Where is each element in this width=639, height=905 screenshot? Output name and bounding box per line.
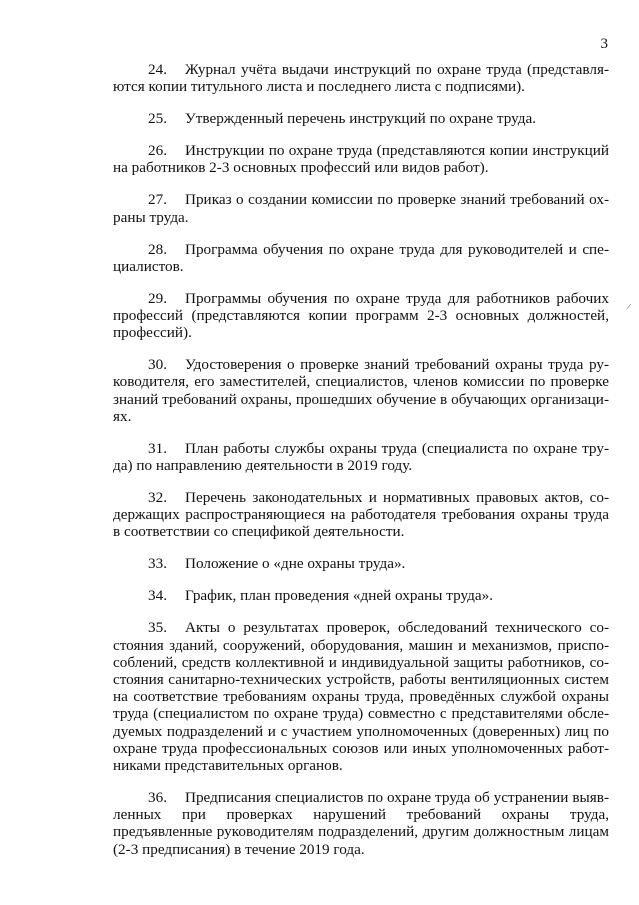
item-number: 31.	[148, 439, 167, 457]
item-number: 24.	[148, 61, 167, 78]
scan-edge-mark: /	[625, 301, 632, 314]
list-item	[113, 440, 609, 474]
list-item	[113, 142, 609, 176]
list-item	[113, 489, 609, 541]
item-text: Программы обучения по охране труда для работников рабочих профессий (представляются копии программ 2-3 основных должностей, профессий).	[113, 289, 609, 342]
item-text: План работы службы охраны труда (специалиста по охране труда) по направлению деятельности в 2019 году.	[113, 439, 609, 475]
item-number: 27.	[148, 191, 167, 209]
list-item	[113, 587, 609, 604]
item-number: 32.	[148, 489, 167, 507]
item-text: Инструкции по охране труда (представляются копии инструкций на работников 2-3 основных профессий или видов работ).	[113, 142, 609, 177]
list-item	[113, 290, 609, 342]
item-text: Предписания специалистов по охране труда об устранении выявленных при проверках нарушений требований охраны труда, предъявленные руководителям подразделений, другим должностным лицам (2-3 предписания) в течение 2019 года.	[113, 789, 609, 858]
item-text: Программа обучения по охране труда для руководителей и специалистов.	[113, 240, 609, 275]
item-text: Перечень законодательных и нормативных правовых актов, содержащих распространяющиеся на работодателя требования охраны труда в соответствии со спецификой деятельности.	[113, 489, 609, 541]
page-number: 3	[600, 36, 608, 52]
item-text: Журнал учёта выдачи инструкций по охране труда (представляются копии титульного листа и последнего листа с подписями).	[113, 61, 609, 96]
list-item	[113, 789, 609, 858]
list-item	[113, 61, 609, 95]
item-number: 28.	[148, 240, 167, 258]
item-number: 26.	[148, 142, 167, 160]
item-text: Утвержденный перечень инструкций по охране труда.	[185, 110, 537, 128]
document-body	[113, 61, 609, 858]
item-text: Акты о результатах проверок, обследований технического состояния зданий, сооружений, оборудования, машин и механизмов, приспособлений, средств коллективной и индивидуальной защиты работников, состояния санитарно-технических устройств, работы вентиляционных систем на соответствие требованиям охраны труда, проведённых службой охраны труда (специалистом по охране труда) совместно с представителями обследуемых подразделений и с участием уполномоченных (доверенных) лиц по охране труда профессиональных союзов или иных уполномоченных работниками представительных органов.	[113, 619, 609, 775]
list-item	[113, 241, 609, 275]
list-item	[113, 110, 609, 127]
item-text: Удостоверения о проверке знаний требований охраны труда руководителя, его заместителей, специалистов, членов комиссии по проверке знаний требований охраны, прошедших обучение в обучающих организациях.	[113, 356, 609, 425]
item-number: 34.	[148, 587, 167, 605]
item-text: Положение о «дне охраны труда».	[185, 555, 406, 573]
list-item	[113, 619, 609, 774]
list-item	[113, 356, 609, 425]
item-number: 25.	[148, 110, 167, 128]
item-text: Приказ о создании комиссии по проверке знаний требований охраны труда.	[113, 191, 609, 226]
item-number: 33.	[148, 555, 167, 573]
list-item	[113, 191, 609, 225]
item-number: 36.	[148, 789, 167, 807]
list-item	[113, 555, 609, 572]
item-number: 35.	[148, 619, 167, 637]
item-number: 29.	[148, 289, 167, 307]
item-number: 30.	[148, 356, 167, 374]
item-text: График, план проведения «дней охраны труда».	[185, 587, 494, 605]
